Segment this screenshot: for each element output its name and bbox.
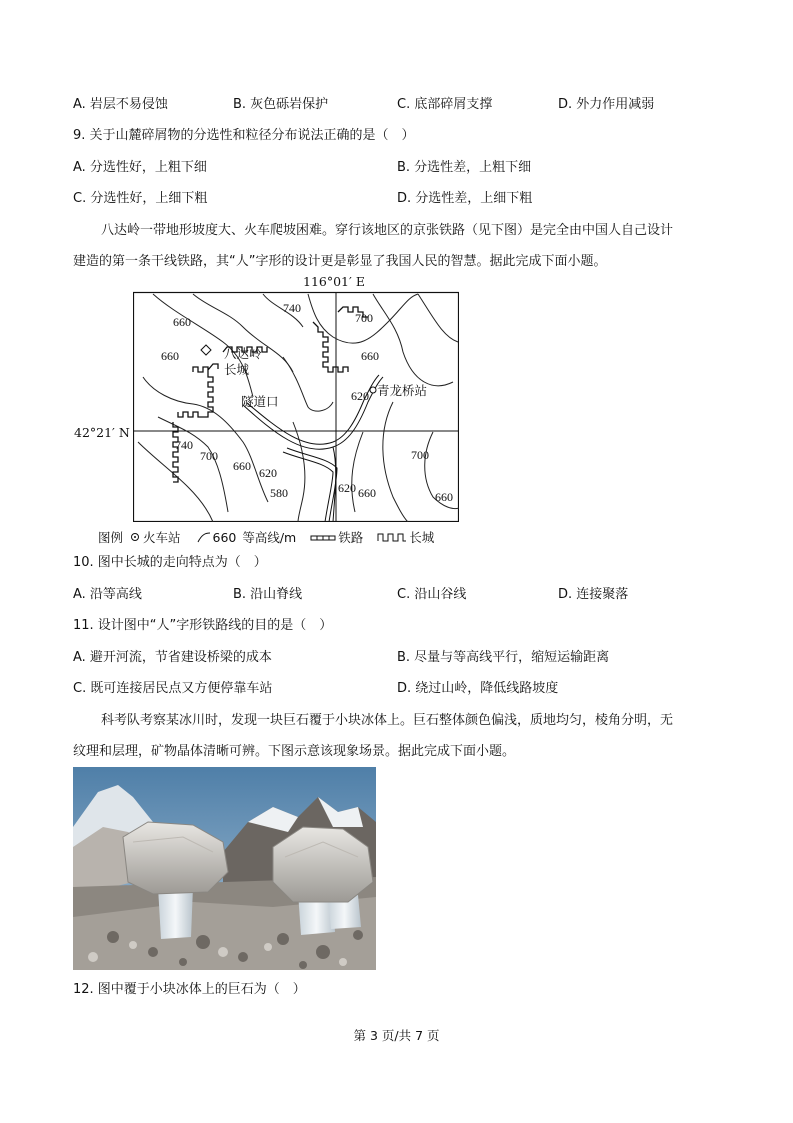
legend-wall: 长城 (409, 530, 435, 545)
legend-title: 图例 (98, 530, 124, 545)
map-label-tunnel: 隧道口 (241, 394, 279, 409)
q11-option-c: C. 既可连接居民点又方便停靠车站 (73, 681, 273, 696)
passage-1-line-1: 八达岭一带地形坡度大、火车爬坡困难。穿行该地区的京张铁路（见下图）是完全由中国人自己设计 (101, 223, 674, 238)
map-legend (98, 528, 436, 546)
q9-option-c: C. 分选性好，上细下粗 (73, 191, 208, 206)
q11-option-d: D. 绕过山岭，降低线路坡度 (397, 681, 559, 696)
q12-stem: 12. 图中覆于小块冰体上的巨石为（ ） (73, 982, 306, 997)
contour-label: 740 (175, 438, 193, 452)
page-footer: 第 3 页/共 7 页 (353, 1028, 440, 1043)
q11-option-a: A. 避开河流，节省建设桥梁的成本 (73, 650, 272, 665)
contour-label: 660 (435, 490, 453, 504)
map-label-badaling: 八达岭 (224, 346, 262, 361)
contour-label: 660 (233, 459, 251, 473)
contour-label: 620 (351, 389, 369, 403)
q9-option-d: D. 分选性差，上细下粗 (397, 191, 533, 206)
q9-option-b: B. 分选性差，上粗下细 (397, 160, 532, 175)
contour-label: 620 (259, 466, 277, 480)
map-longitude-label: 116°01′ E (303, 274, 365, 289)
contour-map-svg (133, 282, 459, 522)
q9-option-a: A. 分选性好，上粗下细 (73, 160, 207, 175)
q10-option-b: B. 沿山脊线 (233, 587, 303, 602)
map-latitude-label: 42°21′ N (74, 425, 130, 440)
contour-label: 660 (358, 486, 376, 500)
contour-label: 580 (270, 486, 288, 500)
station-legend-icon (129, 531, 141, 546)
map-label-changcheng: 长城 (224, 362, 250, 377)
map-label-station: 青龙桥站 (377, 383, 428, 398)
contour-label: 660 (161, 349, 179, 363)
q10-option-c: C. 沿山谷线 (397, 587, 467, 602)
q11-option-b: B. 尽量与等高线平行，缩短运输距离 (397, 650, 610, 665)
contour-label: 700 (411, 448, 429, 462)
q11-stem: 11. 设计图中“人”字形铁路线的目的是（ ） (73, 618, 333, 633)
q10-option-d: D. 连接聚落 (558, 587, 629, 602)
legend-station: 火车站 (143, 530, 181, 545)
q10-stem: 10. 图中长城的走向特点为（ ） (73, 555, 267, 570)
legend-contour-value: 660 (212, 530, 237, 545)
contour-label: 700 (355, 311, 373, 325)
contour-label: 660 (361, 349, 379, 363)
contour-label: 740 (283, 301, 301, 315)
passage-2-line-1: 科考队考察某冰川时，发现一块巨石覆于小块冰体上。巨石整体颜色偏浅，质地均匀，棱角分明，无 (101, 713, 674, 728)
contour-map (133, 282, 459, 522)
contour-label: 660 (173, 315, 191, 329)
railway-legend-icon (310, 531, 336, 546)
wall-legend-icon (377, 531, 407, 546)
contour-label: 700 (200, 449, 218, 463)
glacier-boulder-photo (73, 767, 376, 970)
q9-stem: 9. 关于山麓碎屑物的分选性和粒径分布说法正确的是（ ） (73, 128, 415, 143)
legend-contour: 等高线/m (242, 530, 297, 545)
q8-option-d: D. 外力作用减弱 (558, 97, 655, 112)
q8-option-a: A. 岩层不易侵蚀 (73, 97, 168, 112)
passage-1-line-2: 建造的第一条干线铁路，其“人”字形的设计更是彰显了我国人民的智慧。据此完成下面小题。 (73, 254, 607, 269)
q10-option-a: A. 沿等高线 (73, 587, 142, 602)
contour-legend-icon (197, 531, 211, 546)
contour-label: 620 (338, 481, 356, 495)
passage-2-line-2: 纹理和层理，矿物晶体清晰可辨。下图示意该现象场景。据此完成下面小题。 (73, 744, 516, 759)
legend-railway: 铁路 (338, 530, 364, 545)
q8-option-b: B. 灰色砾岩保护 (233, 97, 329, 112)
q8-option-c: C. 底部碎屑支撑 (397, 97, 493, 112)
